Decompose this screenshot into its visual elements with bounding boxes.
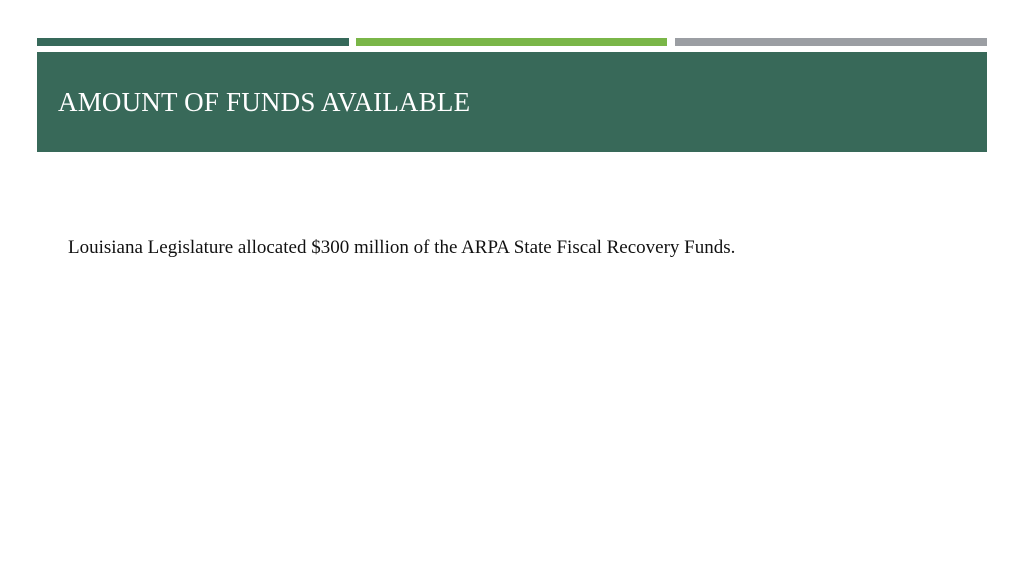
body-text: Louisiana Legislature allocated $300 million of the ARPA State Fiscal Recovery Funds. (68, 237, 736, 258)
accent-bar-gray (675, 38, 987, 46)
title-band (37, 52, 987, 152)
slide-title: AMOUNT OF FUNDS AVAILABLE (58, 86, 471, 117)
accent-bar-light-green (356, 38, 667, 46)
accent-bar-dark-green (37, 38, 349, 46)
